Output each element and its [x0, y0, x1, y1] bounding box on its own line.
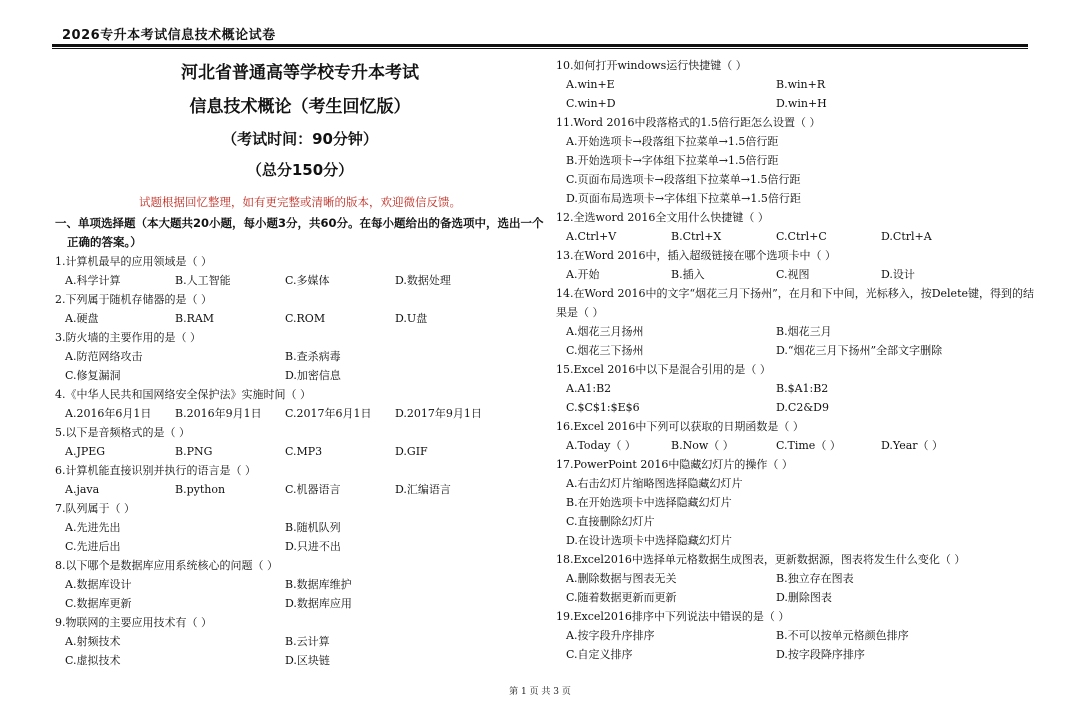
option-d: D.页面布局选项卡→字体组下拉菜单→1.5倍行距 [566, 192, 801, 205]
section-heading-line1: 一、单项选择题（本大题共20小题，每小题3分，共60分。在每小题给出的备选项中，选出一个 [55, 216, 544, 230]
question-options [55, 271, 545, 290]
question-1 [55, 252, 545, 290]
option-b: B.Now（ ） [671, 439, 734, 452]
question-options [556, 322, 1036, 360]
question-text: 7.队列属于（ ） [55, 502, 135, 515]
option-c: C.烟花三下扬州 [566, 344, 644, 357]
option-b: B.独立存在图表 [776, 572, 854, 585]
option-b: B.RAM [175, 312, 215, 325]
option-d: D.按字段降序排序 [776, 648, 865, 661]
question-options [55, 632, 545, 670]
option-b: B.插入 [671, 268, 705, 281]
option-d: D.Year（ ） [881, 439, 944, 452]
option-b: B.$A1:B2 [776, 382, 829, 395]
question-7 [55, 499, 545, 556]
question-options [55, 575, 545, 613]
option-b: B.数据库维护 [285, 578, 352, 591]
left-column [55, 56, 545, 670]
option-a: A.数据库设计 [65, 578, 132, 591]
question-4 [55, 385, 545, 423]
question-2 [55, 290, 545, 328]
option-a: A.A1:B2 [566, 382, 612, 395]
option-a: A.Ctrl+V [566, 230, 617, 243]
option-a: A.开始 [566, 268, 600, 281]
exam-total-score: （总分150分） [246, 161, 354, 179]
option-b: B.在开始选项卡中选择隐藏幻灯片 [566, 496, 732, 509]
option-c: C.MP3 [285, 445, 323, 458]
option-b: B.随机队列 [285, 521, 341, 534]
option-b: B.不可以按单元格颜色排序 [776, 629, 909, 642]
option-c: C.$C$1:$E$6 [566, 401, 640, 414]
exam-title-block [55, 61, 545, 181]
question-13 [556, 246, 1036, 284]
question-15 [556, 360, 1036, 417]
question-options [556, 132, 1036, 208]
question-options [55, 480, 545, 499]
option-d: D.加密信息 [285, 369, 341, 382]
question-options [556, 474, 1036, 550]
exam-duration: （考试时间：90分钟） [222, 130, 378, 148]
option-a: A.烟花三月扬州 [566, 325, 644, 338]
option-c: C.ROM [285, 312, 326, 325]
question-options [556, 436, 1036, 455]
option-c: C.Ctrl+C [776, 230, 827, 243]
option-d: D.只进不出 [285, 540, 341, 553]
option-d: D.设计 [881, 268, 915, 281]
question-12 [556, 208, 1036, 246]
option-a: A.先进先出 [65, 521, 121, 534]
question-text: 17.PowerPoint 2016中隐藏幻灯片的操作（ ） [556, 458, 793, 471]
question-text: 15.Excel 2016中以下是混合引用的是（ ） [556, 363, 771, 376]
header-rule-thin [52, 48, 1028, 49]
option-b: B.开始选项卡→字体组下拉菜单→1.5倍行距 [566, 154, 779, 167]
option-c: C.自定义排序 [566, 648, 633, 661]
question-options [556, 265, 1036, 284]
option-a: A.删除数据与图表无关 [566, 572, 677, 585]
question-text: 14.在Word 2016中的文字“烟花三月下扬州”，在月和下中间，光标移入，按Delete键，得到的结 [556, 287, 1034, 300]
option-d: D.“烟花三月下扬州”全部文字删除 [776, 344, 943, 357]
question-options [556, 227, 1036, 246]
question-text: 12.全选word 2016全文用什么快捷键（ ） [556, 211, 769, 224]
question-18 [556, 550, 1036, 607]
option-d: D.删除图表 [776, 591, 832, 604]
question-options [556, 379, 1036, 417]
question-options [556, 626, 1036, 664]
question-text: 2.下列属于随机存储器的是（ ） [55, 293, 212, 306]
section-heading [55, 214, 545, 252]
question-options [55, 309, 545, 328]
option-a: A.硬盘 [65, 312, 99, 325]
option-a: A.Today（ ） [566, 439, 636, 452]
option-d: D.汇编语言 [395, 483, 451, 496]
option-c: C.虚拟技术 [65, 654, 121, 667]
option-c: C.Time（ ） [776, 439, 841, 452]
option-b: B.查杀病毒 [285, 350, 341, 363]
question-options [556, 75, 1036, 113]
question-options [55, 518, 545, 556]
question-text: 8.以下哪个是数据库应用系统核心的问题（ ） [55, 559, 278, 572]
option-c: C.机器语言 [285, 483, 341, 496]
question-text: 10.如何打开windows运行快捷键（ ） [556, 59, 747, 72]
option-a: A.开始选项卡→段落组下拉菜单→1.5倍行距 [566, 135, 779, 148]
option-b: B.烟花三月 [776, 325, 832, 338]
question-5 [55, 423, 545, 461]
option-d: D.数据处理 [395, 274, 451, 287]
option-c: C.数据库更新 [65, 597, 132, 610]
question-17 [556, 455, 1036, 550]
option-d: D.GIF [395, 445, 428, 458]
option-d: D.U盘 [395, 312, 428, 325]
option-a: A.右击幻灯片缩略图选择隐藏幻灯片 [566, 477, 743, 490]
option-b: B.人工智能 [175, 274, 231, 287]
question-3 [55, 328, 545, 385]
option-c: C.2017年6月1日 [285, 407, 372, 420]
section-heading-line2: 正确的答案。） [67, 235, 142, 249]
question-options [55, 347, 545, 385]
option-d: D.2017年9月1日 [395, 407, 482, 420]
page-number: 第 1 页 共 3 页 [509, 687, 571, 697]
question-19 [556, 607, 1036, 664]
option-d: D.C2&D9 [776, 401, 829, 414]
question-options [55, 442, 545, 461]
question-text: 13.在Word 2016中，插入超级链接在哪个选项卡中（ ） [556, 249, 836, 262]
question-9 [55, 613, 545, 670]
right-column [556, 56, 1036, 664]
option-a: A.2016年6月1日 [65, 407, 152, 420]
option-b: B.Ctrl+X [671, 230, 722, 243]
option-c: C.页面布局选项卡→段落组下拉菜单→1.5倍行距 [566, 173, 801, 186]
option-c: C.视图 [776, 268, 810, 281]
option-c: C.win+D [566, 97, 616, 110]
header-rule-thick [52, 44, 1028, 47]
option-a: A.win+E [566, 78, 615, 91]
exam-subtitle: 信息技术概论（考生回忆版） [189, 97, 411, 117]
running-header: 2026专升本考试信息技术概论试卷 [62, 28, 276, 43]
question-text: 19.Excel2016排序中下列说法中错误的是（ ） [556, 610, 790, 623]
option-b: B.PNG [175, 445, 213, 458]
question-text: 16.Excel 2016中下列可以获取的日期函数是（ ） [556, 420, 804, 433]
option-b: B.云计算 [285, 635, 330, 648]
exam-title: 河北省普通高等学校专升本考试 [181, 63, 419, 83]
option-a: A.JPEG [65, 445, 106, 458]
question-text: 4.《中华人民共和国网络安全保护法》实施时间（ ） [55, 388, 311, 401]
question-options [55, 404, 545, 423]
option-a: A.java [65, 483, 100, 496]
option-a: A.射频技术 [65, 635, 121, 648]
question-options [556, 569, 1036, 607]
question-text: 6.计算机能直接识别并执行的语言是（ ） [55, 464, 256, 477]
option-a: A.按字段升序排序 [566, 629, 655, 642]
question-text-continued: 果是（ ） [556, 306, 604, 319]
option-c: C.多媒体 [285, 274, 330, 287]
option-b: B.win+R [776, 78, 826, 91]
option-b: B.python [175, 483, 226, 496]
question-text: 3.防火墙的主要作用的是（ ） [55, 331, 201, 344]
question-text: 18.Excel2016中选择单元格数据生成图表，更新数据源，图表将发生什么变化（ ） [556, 553, 966, 566]
question-text: 11.Word 2016中段落格式的1.5倍行距怎么设置（ ） [556, 116, 821, 129]
option-d: D.数据库应用 [285, 597, 352, 610]
question-8 [55, 556, 545, 613]
question-6 [55, 461, 545, 499]
option-d: D.区块链 [285, 654, 330, 667]
notice-text: 试题根据回忆整理，如有更完整或清晰的版本，欢迎微信反馈。 [139, 195, 461, 209]
option-c: C.修复漏洞 [65, 369, 121, 382]
question-16 [556, 417, 1036, 455]
option-d: D.Ctrl+A [881, 230, 932, 243]
option-c: C.先进后出 [65, 540, 121, 553]
option-b: B.2016年9月1日 [175, 407, 262, 420]
question-text: 9.物联网的主要应用技术有（ ） [55, 616, 212, 629]
option-a: A.防范网络攻击 [65, 350, 143, 363]
question-text: 1.计算机最早的应用领域是（ ） [55, 255, 212, 268]
question-10 [556, 56, 1036, 113]
option-c: C.随着数据更新而更新 [566, 591, 677, 604]
option-c: C.直接删除幻灯片 [566, 515, 655, 528]
option-d: D.win+H [776, 97, 827, 110]
question-11 [556, 113, 1036, 208]
option-a: A.科学计算 [65, 274, 121, 287]
question-14 [556, 284, 1036, 360]
option-d: D.在设计选项卡中选择隐藏幻灯片 [566, 534, 732, 547]
question-text: 5.以下是音频格式的是（ ） [55, 426, 190, 439]
